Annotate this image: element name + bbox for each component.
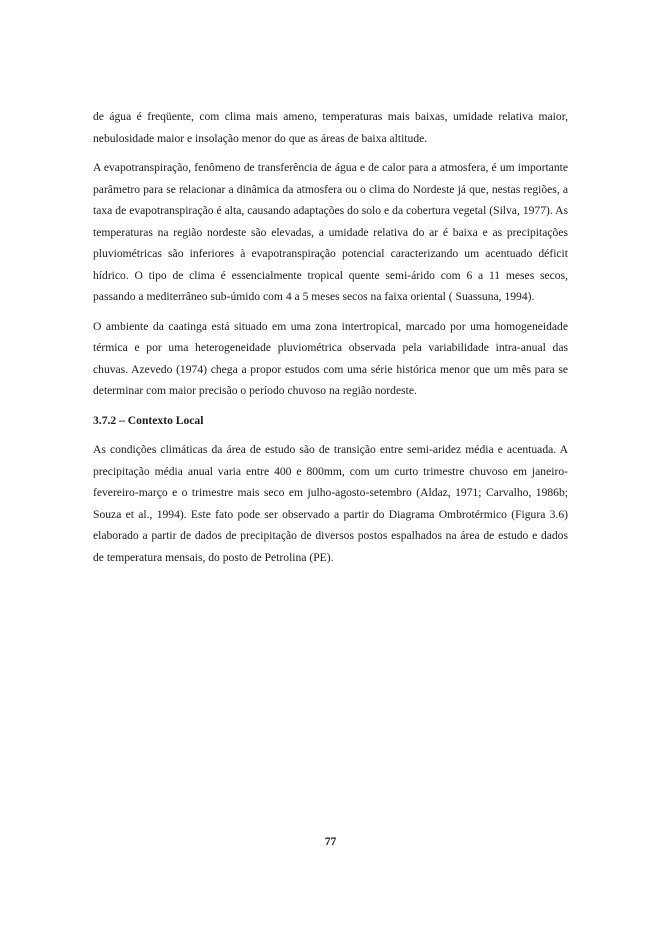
paragraph: As condições climáticas da área de estudo são de transição entre semi-aridez média e acentuada. A precipitação média anual varia entre 400 e 800mm, com um curto trimestre chuvoso em janeiro-fevereiro-março e o trimestre mais seco em julho-agosto-setembro (Aldaz, 1971; Carvalho, 1986b; Souza et al., 1994). Este fato pode ser observado a partir do Diagrama Ombrotérmico (Figura 3.6) elaborado a partir de dados de precipitação de diversos postos espalhados na área de estudo e dados de temperatura mensais, do posto de Petrolina (PE). <box>93 443 568 564</box>
page-body <box>93 106 568 576</box>
section-heading: 3.7.2 – Contexto Local <box>93 413 204 427</box>
page-number: 77 <box>324 835 337 848</box>
paragraph: A evapotranspiração, fenômeno de transferência de água e de calor para a atmosfera, é um importante parâmetro para se relacionar a dinâmica da atmosfera ou o clima do Nordeste já que, nestas regiões, a taxa de evapotranspiração é alta, causando adaptações do solo e da cobertura vegetal (Silva, 1977). As temperaturas na região nordeste são elevadas, a umidade relativa do ar é baixa e as precipitações pluviométricas são inferiores à evapotranspiração potencial caracterizando um acentuado déficit hídrico. O tipo de clima é essencialmente tropical quente semi-árido com 6 a 11 meses secos, passando a mediterrâneo sub-úmido com 4 a 5 meses secos na faixa oriental ( Suassuna, 1994). <box>93 161 568 303</box>
paragraph: O ambiente da caatinga está situado em uma zona intertropical, marcado por uma homogeneidade térmica e por uma heterogeneidade pluviométrica observada pela variabilidade intra-anual das chuvas. Azevedo (1974) chega a propor estudos com uma série histórica menor que um mês para se determinar com maior precisão o período chuvoso na região nordeste. <box>93 319 568 397</box>
paragraph: de água é freqüente, com clima mais ameno, temperaturas mais baixas, umidade relativa maior, nebulosidade maior e insolação menor do que as áreas de baixa altitude. <box>93 110 568 145</box>
